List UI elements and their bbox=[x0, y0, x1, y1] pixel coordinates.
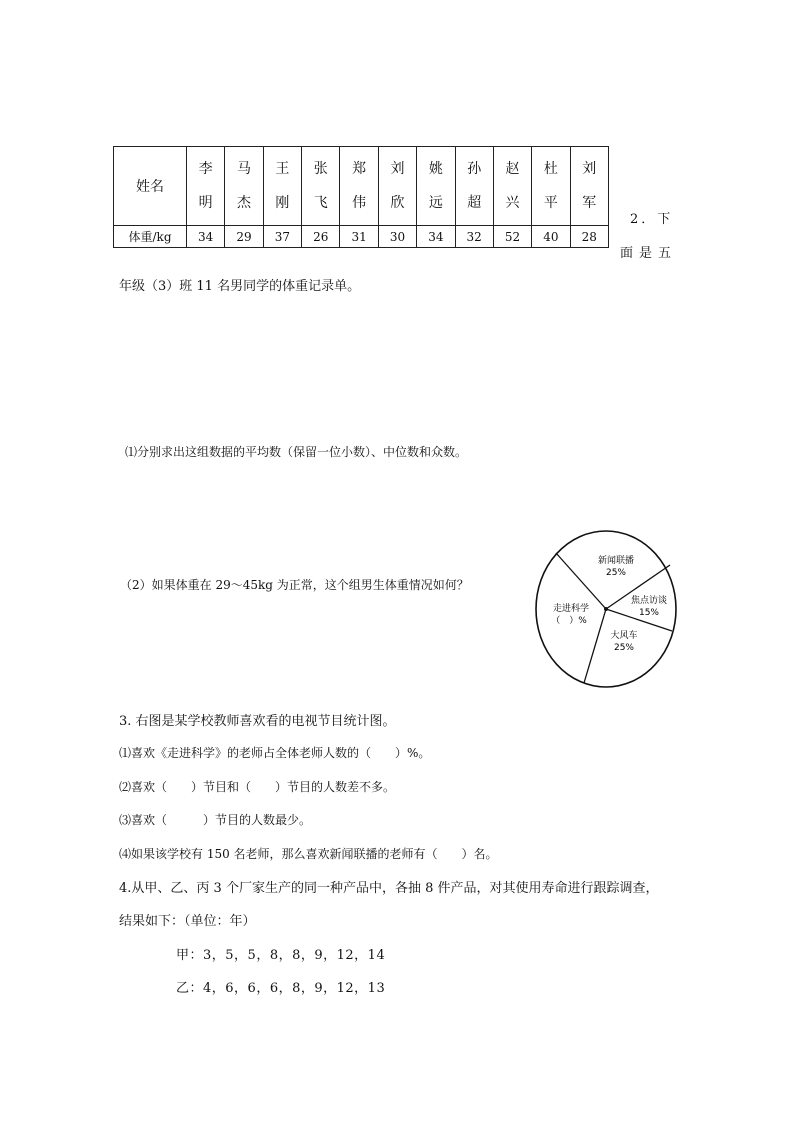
pie-center bbox=[604, 607, 608, 611]
q2-intro: 年级（3）班 11 名男同学的体重记录单。 bbox=[119, 279, 361, 294]
name-cell: 张 飞 bbox=[302, 147, 340, 226]
slice-value-windmill: 25% bbox=[613, 643, 635, 653]
slice-label-news: 新闻联播 bbox=[597, 556, 635, 566]
weight-cell: 34 bbox=[187, 226, 225, 248]
name-cell: 姚 远 bbox=[417, 147, 455, 226]
weight-cell: 29 bbox=[225, 226, 263, 248]
q3-title: 3. 右图是某学校教师喜欢看的电视节目统计图。 bbox=[119, 714, 396, 729]
slice-label-windmill: 大风车 bbox=[610, 631, 638, 641]
q2-number: 2．下 bbox=[630, 212, 674, 227]
weight-cell: 40 bbox=[532, 226, 570, 248]
name-cell: 杜 平 bbox=[532, 147, 570, 226]
weight-table bbox=[113, 146, 609, 248]
q4-line1: 4.从甲、乙、丙 3 个厂家生产的同一种产品中，各抽 8 件产品，对其使用寿命进行跟踪调查， bbox=[119, 881, 659, 896]
q4-line2: 结果如下：（单位：年） bbox=[119, 914, 256, 929]
name-cell: 刘 军 bbox=[570, 147, 608, 226]
table-row bbox=[114, 147, 609, 226]
slice-value-news: 25% bbox=[605, 568, 627, 578]
slice-label-science: 走进科学 bbox=[552, 604, 590, 614]
tv-program-pie-chart bbox=[532, 527, 682, 691]
q3-item: ⑵喜欢（ ）节目和（ ）节目的人数差不多。 bbox=[119, 780, 396, 794]
slice-label-focus: 焦点访谈 bbox=[630, 596, 668, 606]
name-cell: 孙 超 bbox=[455, 147, 493, 226]
weight-cell: 52 bbox=[493, 226, 531, 248]
name-header: 姓名 bbox=[114, 147, 187, 226]
name-cell: 李 明 bbox=[187, 147, 225, 226]
weight-cell: 28 bbox=[570, 226, 608, 248]
q3-item: ⑷如果该学校有 150 名老师，那么喜欢新闻联播的老师有（ ）名。 bbox=[119, 847, 498, 861]
weight-cell: 30 bbox=[378, 226, 416, 248]
q2-sub1: ⑴分别求出这组数据的平均数（保留一位小数）、中位数和众数。 bbox=[125, 445, 468, 459]
weight-cell: 34 bbox=[417, 226, 455, 248]
q3-item: ⑴喜欢《走进科学》的老师占全体老师人数的（ ）%。 bbox=[119, 746, 431, 760]
q3-item: ⑶喜欢（ ）节目的人数最少。 bbox=[119, 813, 312, 827]
name-cell: 郑 伟 bbox=[340, 147, 378, 226]
q4-yi-data: 乙：4，6，6，6，8，9，12，13 bbox=[176, 981, 386, 996]
table-row bbox=[114, 226, 609, 248]
q2-sub2: （2）如果体重在 29～45kg 为正常，这个组男生体重情况如何？ bbox=[120, 578, 469, 592]
q4-jia-data: 甲：3，5，5，8，8，9，12，14 bbox=[176, 948, 386, 963]
slice-value-science: （ ）% bbox=[551, 616, 587, 626]
weight-header: 体重/kg bbox=[114, 226, 187, 248]
name-cell: 王 刚 bbox=[263, 147, 301, 226]
weight-cell: 31 bbox=[340, 226, 378, 248]
weight-cell: 32 bbox=[455, 226, 493, 248]
name-cell: 马 杰 bbox=[225, 147, 263, 226]
slice-value-focus: 15% bbox=[638, 608, 660, 618]
weight-cell: 26 bbox=[302, 226, 340, 248]
weight-cell: 37 bbox=[263, 226, 301, 248]
name-cell: 赵 兴 bbox=[493, 147, 531, 226]
name-cell: 刘 欣 bbox=[378, 147, 416, 226]
q2-side-text: 面是五 bbox=[620, 246, 678, 261]
